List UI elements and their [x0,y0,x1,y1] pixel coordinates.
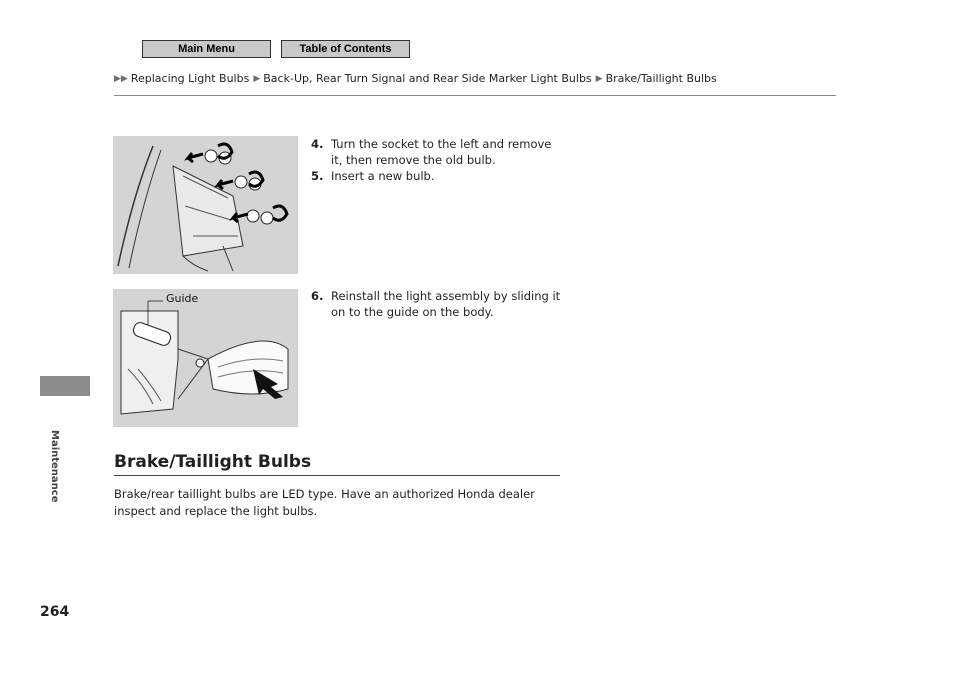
page-number: 264 [40,604,70,620]
step-4 [311,136,561,168]
section-body-text: Brake/rear taillight bulbs are LED type. Have an authorized Honda dealer inspect and replace the light bulbs. [114,487,535,518]
step-number: 6. [311,289,324,303]
socket-removal-illustration [113,136,298,274]
section-tab [40,376,90,396]
step-text: Insert a new bulb. [331,169,435,183]
breadcrumb-item-brake-taillight: Brake/Taillight Bulbs [605,72,717,85]
guide-reinstall-illustration [113,289,298,427]
section-label: Maintenance [49,430,60,503]
section-title: Brake/Taillight Bulbs [114,452,560,476]
main-menu-button[interactable]: Main Menu [142,40,271,58]
breadcrumb-item-replacing-light-bulbs[interactable]: Replacing Light Bulbs [130,72,250,85]
step-number: 5. [311,169,324,183]
step-number: 4. [311,137,324,151]
step-text: Turn the socket to the left and remove it, then remove the old bulb. [331,137,552,167]
table-of-contents-button[interactable]: Table of Contents [281,40,410,58]
step-6 [311,288,561,320]
guide-callout-label: Guide [166,292,199,305]
breadcrumb-arrow-icon: ▶▶ [114,73,128,84]
breadcrumb-arrow-icon: ▶ [253,73,261,84]
step-text: Reinstall the light assembly by sliding it on to the guide on the body. [331,289,561,319]
step-5 [311,168,561,184]
breadcrumb [114,72,836,96]
breadcrumb-item-back-up-lights[interactable]: Back-Up, Rear Turn Signal and Rear Side Marker Light Bulbs [263,72,592,85]
breadcrumb-arrow-icon: ▶ [595,73,603,84]
